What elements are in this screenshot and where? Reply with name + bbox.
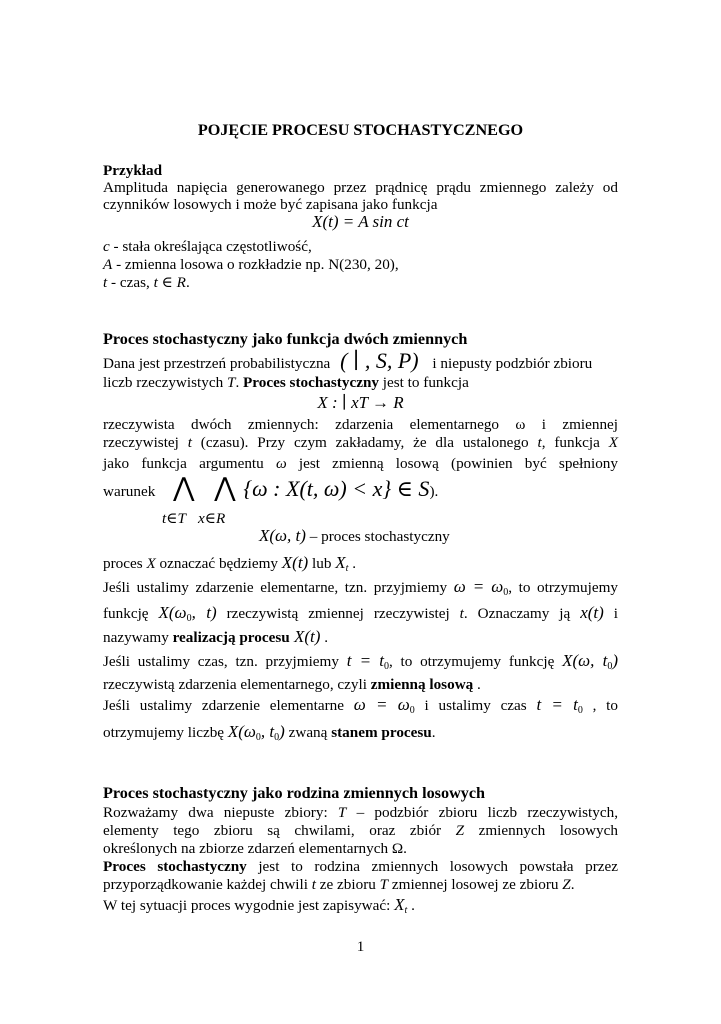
page-title: POJĘCIE PROCESU STOCHASTYCZNEGO	[197, 121, 524, 139]
section1-line-5: jako funkcja argumentu ω jest zmienną losową (powinien być spełniony	[103, 455, 618, 472]
example-heading: Przykład	[103, 162, 163, 179]
section1-p4: nazywamy realizacją procesu X(t) .	[103, 627, 328, 646]
quantifier-subscript-t: t∈T	[162, 510, 186, 527]
example-c-line: c - stała określająca częstotliwość,	[103, 238, 312, 255]
quantifier-wedge-x: ⋀	[214, 473, 236, 502]
section1-p2: Jeśli ustalimy zdarzenie elementarne, tzn. przyjmiemy $\omega = \omega_0$, to otrzymujemy	[103, 577, 618, 598]
section1-p1: proces X oznaczać będziemy X(t) lub $X_t$ .	[103, 553, 356, 574]
section1-line-2: liczb rzeczywistych T. Proces stochastyczny jest to funkcja	[103, 374, 469, 391]
example-line-1: Amplituda napięcia generowanego przez prądnicę prądu zmiennego zależy od	[103, 179, 618, 196]
example-t-line: t - czas, t ∈ R.	[103, 274, 190, 291]
symbol-c: c	[103, 238, 110, 255]
symbol-a: A	[103, 256, 113, 273]
section2-line-2: elementy tego zbioru są chwilami, oraz zbiór Z zmiennych losowych	[103, 822, 618, 839]
quantifier-wedge-t: ⋀	[173, 473, 195, 502]
section1-p3: funkcję $X(\omega_0$, t) rzeczywistą zmiennej rzeczywistej t. Oznaczamy ją x(t) i	[103, 603, 618, 624]
process-definition: X(ω, t) – proces stochastyczny	[259, 526, 450, 545]
section1-heading: Proces stochastyczny jako funkcja dwóch zmiennych	[103, 330, 468, 348]
section2-heading: Proces stochastyczny jako rodzina zmiennych losowych	[103, 784, 486, 802]
section1-p5: Jeśli ustalimy czas, tzn. przyjmiemy $t = t_0$, to otrzymujemy funkcję X(ω, $t_0$)	[103, 651, 618, 672]
section2-line-5: przyporządkowanie każdej chwili t ze zbioru T zmiennej losowej ze zbioru Z.	[103, 876, 575, 893]
section1-line-4: rzeczywistej t (czasu). Przy czym zakładamy, że dla ustalonego t, funkcja X	[103, 434, 618, 451]
section1-p6: rzeczywistą zdarzenia elementarnego, czyli zmienną losową .	[103, 676, 481, 693]
condition-formula: {ω : X(t, ω) < x} ∈ S	[243, 476, 430, 501]
page-number: 1	[356, 938, 365, 955]
section2-line-3: określonych na zbiorze zdarzeń elementarnych Ω.	[103, 840, 407, 857]
symbol-t: t	[103, 274, 108, 291]
section1-p7: Jeśli ustalimy zdarzenie elementarne $\omega = \omega_0$ i ustalimy czas $t = t_0$ , to	[103, 695, 618, 716]
probability-space: ( ∣ , S, P)	[340, 348, 419, 373]
example-a-line: A - zmienna losowa o rozkładzie np. N(230, 20),	[103, 256, 399, 273]
section2-line-4: Proces stochastyczny jest to rodzina zmiennych losowych powstała przez	[103, 858, 619, 875]
section1-line-1: Dana jest przestrzeń probabilistyczna ( ∣ , S, P) i niepusty podzbiór zbioru	[103, 348, 593, 373]
quantifier-subscript-x: x∈R	[198, 510, 226, 527]
example-formula: X(t) = A sin ct	[312, 212, 409, 231]
section1-p8: otrzymujemy liczbę $X(\omega_0$, $t_0$) zwaną stanem procesu.	[103, 722, 436, 743]
section2-line-1: Rozważamy dwa niepuste zbiory: T – podzbiór zbioru liczb rzeczywistych,	[103, 804, 618, 821]
section1-line-3: rzeczywista dwóch zmiennych: zdarzenia elementarnego ω i zmiennej	[103, 416, 618, 433]
mapping-formula: X : ∣ xT → R	[317, 393, 404, 412]
section1-condition-line: warunek ⋀ ⋀ {ω : X(t, ω) < x} ∈ S).	[103, 473, 439, 502]
example-line-2: czynników losowych i może być zapisana jako funkcja	[103, 196, 438, 213]
section2-line-6: W tej sytuacji proces wygodnie jest zapisywać: $X_t$ .	[103, 895, 415, 916]
